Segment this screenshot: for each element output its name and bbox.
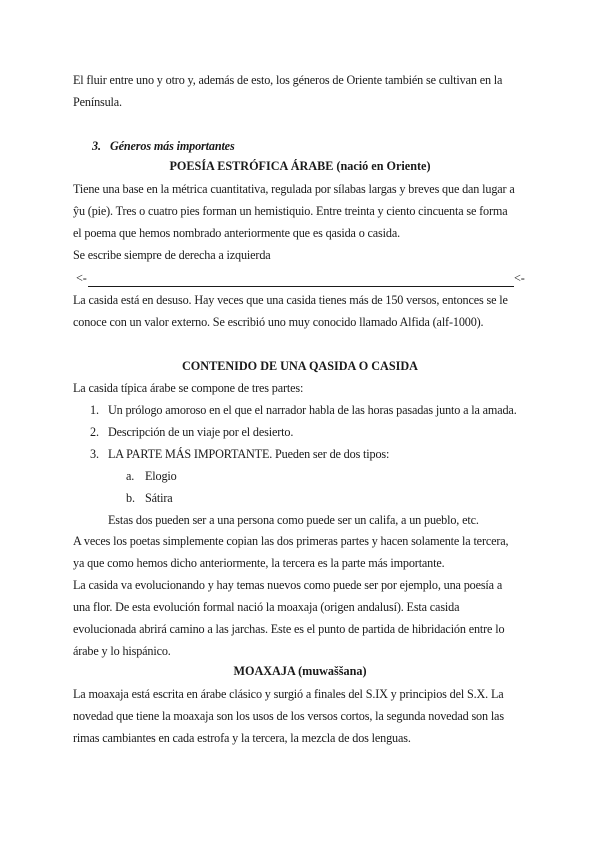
list-item-3 [90,446,389,462]
poesia-after-line-2: conoce con un valor externo. Se escribió uno muy conocido llamado Alfida (alf-1000). [73,315,484,329]
moaxaja-line-2: novedad que tiene la moaxaja son los usos de los versos cortos, la segunda novedad son las [73,709,504,723]
moaxaja-line-1: La moaxaja está escrita en árabe clásico y surgió a finales del S.IX y principios del S.X. La [73,687,504,701]
contenido-paragraph-line-2: ya que como hemos dicho anteriormente, la tercera es la parte más importante. [73,556,445,570]
list-item-number: 3. [90,447,99,461]
sub-item-a [126,468,177,484]
list-item-number: 2. [90,425,99,439]
sub-item-letter: b. [126,491,135,505]
intro-line-2: Península. [73,95,122,109]
sub-item-letter: a. [126,469,135,483]
sub-item-text: Sátira [145,491,173,505]
contenido-paragraph-line-4: una flor. De esta evolución formal nació la moaxaja (origen andalusí). Esta casida [73,600,460,614]
list-item-2 [90,424,293,440]
section-number: 3. [92,139,101,153]
list-item-number: 1. [90,403,99,417]
poesia-after-line-1: La casida está en desuso. Hay veces que una casida tienes más de 150 versos, entonces se le [73,293,508,307]
poesia-line-2: ŷu (pie). Tres o cuatro pies forman un hemistiquio. Entre treinta y ciento cincuenta se forma [73,204,508,218]
contenido-paragraph-line-5: evolucionada abrirá camino a las jarchas. Este es el punto de partida de hibridación entre lo [73,622,505,636]
sub-item-b [126,490,173,506]
direction-line [88,286,514,287]
contenido-note: Estas dos pueden ser a una persona como puede ser un califa, a un pueblo, etc. [108,513,479,527]
intro-line-1: El fluir entre uno y otro y, además de esto, los géneros de Oriente también se cultivan en la [73,73,503,87]
poesia-line-4: Se escribe siempre de derecha a izquierda [73,248,271,262]
list-item-text: LA PARTE MÁS IMPORTANTE. Pueden ser de dos tipos: [108,447,390,461]
arrow-left: <- [76,271,87,285]
contenido-paragraph-line-1: A veces los poetas simplemente copian las dos primeras partes y hacen solamente la tercera, [73,534,509,548]
section-title: Géneros más importantes [110,139,235,153]
moaxaja-line-3: rimas cambiantes en cada estrofa y la tercera, la mezcla de dos lenguas. [73,731,411,745]
contenido-paragraph-line-3: La casida va evolucionando y hay temas nuevos como puede ser por ejemplo, una poesía a [73,578,503,592]
poesia-heading: POESÍA ESTRÓFICA ÁRABE (nació en Oriente) [169,159,431,173]
arrow-right: <- [514,271,525,285]
contenido-paragraph-line-6: árabe y lo hispánico. [73,644,171,658]
contenido-heading: CONTENIDO DE UNA QASIDA O CASIDA [181,359,418,373]
list-item-text: Un prólogo amoroso en el que el narrador habla de las horas pasadas junto a la amada. [108,403,517,417]
section-3-heading [92,138,235,154]
list-item-text: Descripción de un viaje por el desierto. [108,425,294,439]
list-item-1 [90,402,517,418]
sub-item-text: Elogio [145,469,177,483]
poesia-line-3: el poema que hemos nombrado anteriormente que es qasida o casida. [73,226,400,240]
poesia-line-1: Tiene una base en la métrica cuantitativa, regulada por sílabas largas y breves que dan lugar a [73,182,515,196]
moaxaja-heading: MOAXAJA (muwaššana) [233,664,367,678]
contenido-intro: La casida típica árabe se compone de tres partes: [73,381,304,395]
